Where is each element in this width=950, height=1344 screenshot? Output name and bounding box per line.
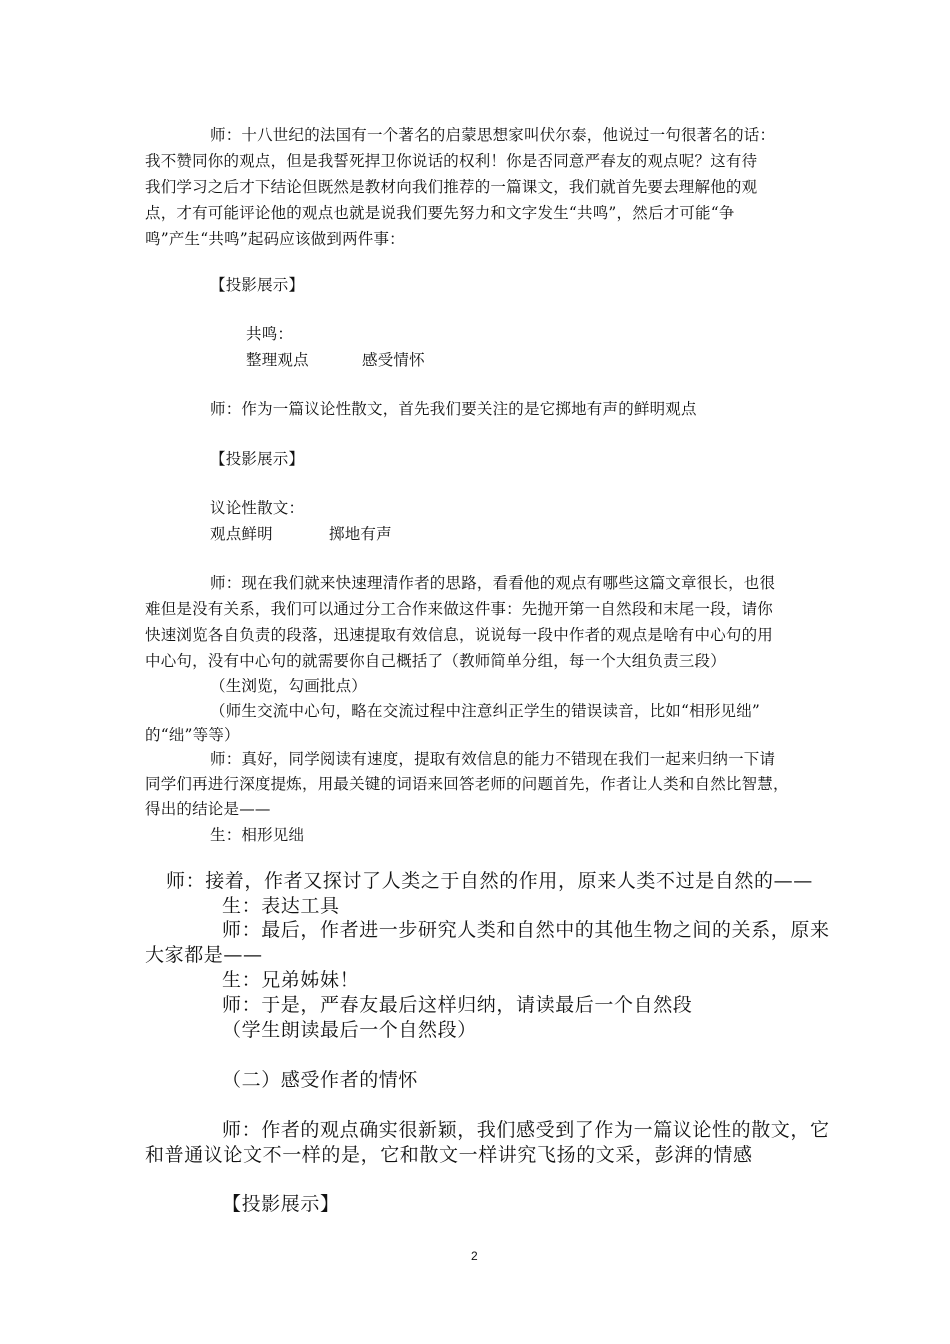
paragraph-line: 师：作者的观点确实很新颖，我们感受到了作为一篇议论性的散文，它 <box>222 1119 830 1141</box>
slide-item: 观点鲜明 <box>210 525 273 543</box>
paragraph-line: 师：作为一篇议论性散文，首先我们要关注的是它掷地有声的鲜明观点 <box>210 400 697 418</box>
slide-item: 整理观点 <box>246 351 309 369</box>
student-answer: 生：相形见绌 <box>210 826 305 844</box>
stage-direction: （生浏览，勾画批点） <box>210 677 368 695</box>
student-answer: 生：兄弟姊妹！ <box>222 969 360 991</box>
paragraph-line: 点，才有可能评论他的观点也就是说我们要先努力和文字发生“共鸣”，然后才可能“争 <box>145 204 735 222</box>
paragraph-line: 我不赞同你的观点，但是我誓死捍卫你说话的权利！你是否同意严春友的观点呢？这有待 <box>145 152 758 170</box>
slide-heading: 议论性散文： <box>210 499 305 517</box>
paragraph-line: 大家都是—— <box>145 944 263 966</box>
paragraph-line: 师：十八世纪的法国有一个著名的启蒙思想家叫伏尔泰，他说过一句很著名的话： <box>210 126 776 144</box>
paragraph-line: 我们学习之后才下结论但既然是教材向我们推荐的一篇课文，我们就首先要去理解他的观 <box>145 178 758 196</box>
slide-heading: 共鸣： <box>246 325 294 343</box>
slide-item: 感受情怀 <box>362 351 425 369</box>
paragraph-line: 和普通议论文不一样的是，它和散文一样讲究飞扬的文采，彭湃的情感 <box>145 1144 753 1166</box>
paragraph-line: 同学们再进行深度提炼，用最关键的词语来回答老师的问题首先，作者让人类和自然比智慧， <box>145 775 789 793</box>
paragraph-line: 师：真好，同学阅读有速度，提取有效信息的能力不错现在我们一起来归纳一下请 <box>210 750 776 768</box>
paragraph-line: 快速浏览各自负责的段落，迅速提取有效信息，说说每一段中作者的观点是啥有中心句的用 <box>145 626 774 644</box>
paragraph-line: 师：现在我们就来快速理清作者的思路，看看他的观点有哪些这篇文章很长，也很 <box>210 574 776 592</box>
paragraph-line: 难但是没有关系，我们可以通过分工合作来做这件事：先抛开第一自然段和末尾一段，请你 <box>145 600 774 618</box>
paragraph-line: 中心句，没有中心句的就需要你自己概括了（教师简单分组，每一个大组负责三段） <box>145 652 726 670</box>
student-answer: 生：表达工具 <box>222 895 340 917</box>
slide-item: 掷地有声 <box>329 525 392 543</box>
paragraph-line: 得出的结论是—— <box>145 800 271 818</box>
projection-heading: 【投影展示】 <box>210 450 305 468</box>
paragraph-line: 师：最后，作者进一步研究人类和自然中的其他生物之间的关系，原来 <box>222 919 830 941</box>
projection-heading: 【投影展示】 <box>222 1193 340 1215</box>
stage-direction: 的“绌”等等） <box>145 726 240 744</box>
stage-direction: （师生交流中心句，略在交流过程中注意纠正学生的错误读音，比如“相形见绌” <box>210 702 761 720</box>
paragraph-line: 师：于是，严春友最后这样归纳，请读最后一个自然段 <box>222 994 693 1016</box>
page-number: 2 <box>471 1249 478 1263</box>
projection-heading: 【投影展示】 <box>210 276 305 294</box>
paragraph-line: 师：接着，作者又探讨了人类之于自然的作用，原来人类不过是自然的—— <box>166 870 813 892</box>
paragraph-line: 鸣”产生“共鸣”起码应该做到两件事： <box>145 230 405 248</box>
stage-direction: （学生朗读最后一个自然段） <box>222 1019 477 1041</box>
section-heading: （二）感受作者的情怀 <box>222 1069 419 1091</box>
